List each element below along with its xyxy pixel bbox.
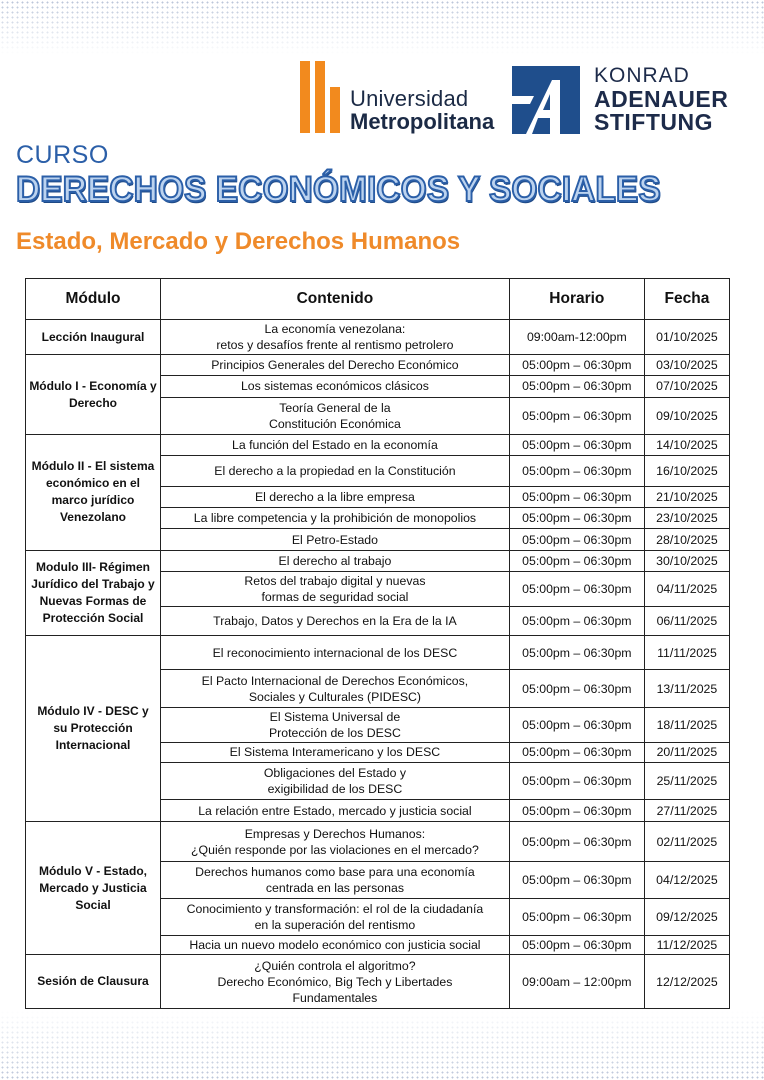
date-cell: 13/11/2025 — [644, 670, 729, 707]
um-logo-line1: Universidad — [350, 86, 469, 111]
time-cell: 05:00pm – 06:30pm — [509, 355, 644, 376]
date-cell: 04/11/2025 — [644, 571, 729, 606]
date-cell: 27/11/2025 — [644, 800, 729, 822]
time-cell: 05:00pm – 06:30pm — [509, 376, 644, 397]
module-cell: Lección Inaugural — [26, 320, 161, 355]
time-cell: 05:00pm – 06:30pm — [509, 550, 644, 571]
content-cell: Principios Generales del Derecho Económico — [160, 355, 509, 376]
table-row — [26, 320, 730, 355]
date-cell: 23/10/2025 — [644, 508, 729, 529]
time-cell: 09:00am – 12:00pm — [509, 955, 644, 1009]
date-cell: 09/10/2025 — [644, 397, 729, 434]
table-row — [26, 822, 730, 861]
content-cell: Trabajo, Datos y Derechos en la Era de la IA — [160, 606, 509, 635]
module-cell: Módulo II - El sistema económico en el marco jurídico Venezolano — [26, 434, 161, 550]
time-cell: 05:00pm – 06:30pm — [509, 636, 644, 670]
column-header-horario: Horario — [509, 279, 644, 320]
content-cell: La relación entre Estado, mercado y justicia social — [160, 800, 509, 822]
content-cell: El derecho a la propiedad en la Constitución — [160, 455, 509, 486]
date-cell: 02/11/2025 — [644, 822, 729, 861]
time-cell: 05:00pm – 06:30pm — [509, 763, 644, 800]
dot-pattern-bottom — [0, 1010, 764, 1080]
table-row — [26, 434, 730, 455]
time-cell: 05:00pm – 06:30pm — [509, 707, 644, 742]
time-cell: 05:00pm – 06:30pm — [509, 861, 644, 898]
time-cell: 05:00pm – 06:30pm — [509, 571, 644, 606]
content-cell: Hacia un nuevo modelo económico con justicia social — [160, 936, 509, 955]
content-cell: El reconocimiento internacional de los DESC — [160, 636, 509, 670]
date-cell: 11/11/2025 — [644, 636, 729, 670]
date-cell: 30/10/2025 — [644, 550, 729, 571]
column-header-contenido: Contenido — [160, 279, 509, 320]
date-cell: 12/12/2025 — [644, 955, 729, 1009]
time-cell: 05:00pm – 06:30pm — [509, 487, 644, 508]
kas-logo-line2: ADENAUER — [594, 86, 729, 112]
um-bars-icon — [300, 61, 342, 133]
date-cell: 18/11/2025 — [644, 707, 729, 742]
time-cell: 05:00pm – 06:30pm — [509, 822, 644, 861]
content-cell: El Pacto Internacional de Derechos Económicos, Sociales y Culturales (PIDESC) — [160, 670, 509, 707]
module-cell: Módulo IV - DESC y su Protección Internacional — [26, 636, 161, 822]
date-cell: 28/10/2025 — [644, 529, 729, 550]
content-cell: El derecho al trabajo — [160, 550, 509, 571]
column-header-fecha: Fecha — [644, 279, 729, 320]
module-cell: Módulo V - Estado, Mercado y Justicia Social — [26, 822, 161, 955]
time-cell: 05:00pm – 06:30pm — [509, 936, 644, 955]
date-cell: 01/10/2025 — [644, 320, 729, 355]
date-cell: 25/11/2025 — [644, 763, 729, 800]
table-row — [26, 955, 730, 1009]
content-cell: La economía venezolana: retos y desafíos frente al rentismo petrolero — [160, 320, 509, 355]
module-cell: Módulo I - Economía y Derecho — [26, 355, 161, 435]
time-cell: 09:00am-12:00pm — [509, 320, 644, 355]
content-cell: ¿Quién controla el algoritmo? Derecho Económico, Big Tech y Libertades Fundamentales — [160, 955, 509, 1009]
time-cell: 05:00pm – 06:30pm — [509, 508, 644, 529]
content-cell: El Sistema Universal de Protección de los DESC — [160, 707, 509, 742]
course-title: DERECHOS ECONÓMICOS Y SOCIALES — [16, 170, 661, 209]
date-cell: 07/10/2025 — [644, 376, 729, 397]
content-cell: La función del Estado en la economía — [160, 434, 509, 455]
table-row — [26, 550, 730, 571]
module-cell: Sesión de Clausura — [26, 955, 161, 1009]
time-cell: 05:00pm – 06:30pm — [509, 455, 644, 486]
course-subtitle: Estado, Mercado y Derechos Humanos — [16, 228, 461, 255]
date-cell: 21/10/2025 — [644, 487, 729, 508]
schedule-table — [25, 278, 730, 1009]
time-cell: 05:00pm – 06:30pm — [509, 742, 644, 762]
um-logo-line2: Metropolitana — [350, 109, 495, 134]
time-cell: 05:00pm – 06:30pm — [509, 606, 644, 635]
column-header-modulo: Módulo — [26, 279, 161, 320]
time-cell: 05:00pm – 06:30pm — [509, 800, 644, 822]
date-cell: 11/12/2025 — [644, 936, 729, 955]
content-cell: La libre competencia y la prohibición de monopolios — [160, 508, 509, 529]
time-cell: 05:00pm – 06:30pm — [509, 670, 644, 707]
universidad-metropolitana-logo — [300, 58, 505, 138]
content-cell: Empresas y Derechos Humanos: ¿Quién responde por las violaciones en el mercado? — [160, 822, 509, 861]
date-cell: 04/12/2025 — [644, 861, 729, 898]
date-cell: 03/10/2025 — [644, 355, 729, 376]
date-cell: 06/11/2025 — [644, 606, 729, 635]
date-cell: 09/12/2025 — [644, 899, 729, 936]
content-cell: Obligaciones del Estado y exigibilidad de los DESC — [160, 763, 509, 800]
kas-logo-line3: STIFTUNG — [594, 109, 713, 135]
date-cell: 16/10/2025 — [644, 455, 729, 486]
content-cell: Teoría General de la Constitución Económica — [160, 397, 509, 434]
kas-mark-icon — [512, 66, 580, 134]
content-cell: Retos del trabajo digital y nuevas formas de seguridad social — [160, 571, 509, 606]
date-cell: 20/11/2025 — [644, 742, 729, 762]
table-row — [26, 636, 730, 670]
time-cell: 05:00pm – 06:30pm — [509, 899, 644, 936]
course-kicker: CURSO — [16, 141, 109, 169]
module-cell: Modulo III- Régimen Jurídico del Trabajo y Nuevas Formas de Protección Social — [26, 550, 161, 636]
content-cell: Conocimiento y transformación: el rol de la ciudadanía en la superación del rentismo — [160, 899, 509, 936]
content-cell: El derecho a la libre empresa — [160, 487, 509, 508]
content-cell: El Sistema Interamericano y los DESC — [160, 742, 509, 762]
time-cell: 05:00pm – 06:30pm — [509, 397, 644, 434]
content-cell: Derechos humanos como base para una economía centrada en las personas — [160, 861, 509, 898]
content-cell: El Petro-Estado — [160, 529, 509, 550]
table-header-row — [26, 279, 730, 320]
time-cell: 05:00pm – 06:30pm — [509, 529, 644, 550]
table-row — [26, 355, 730, 376]
konrad-adenauer-logo — [512, 66, 742, 138]
date-cell: 14/10/2025 — [644, 434, 729, 455]
kas-logo-line1: KONRAD — [594, 64, 690, 87]
content-cell: Los sistemas económicos clásicos — [160, 376, 509, 397]
dot-pattern-top — [0, 0, 764, 55]
time-cell: 05:00pm – 06:30pm — [509, 434, 644, 455]
